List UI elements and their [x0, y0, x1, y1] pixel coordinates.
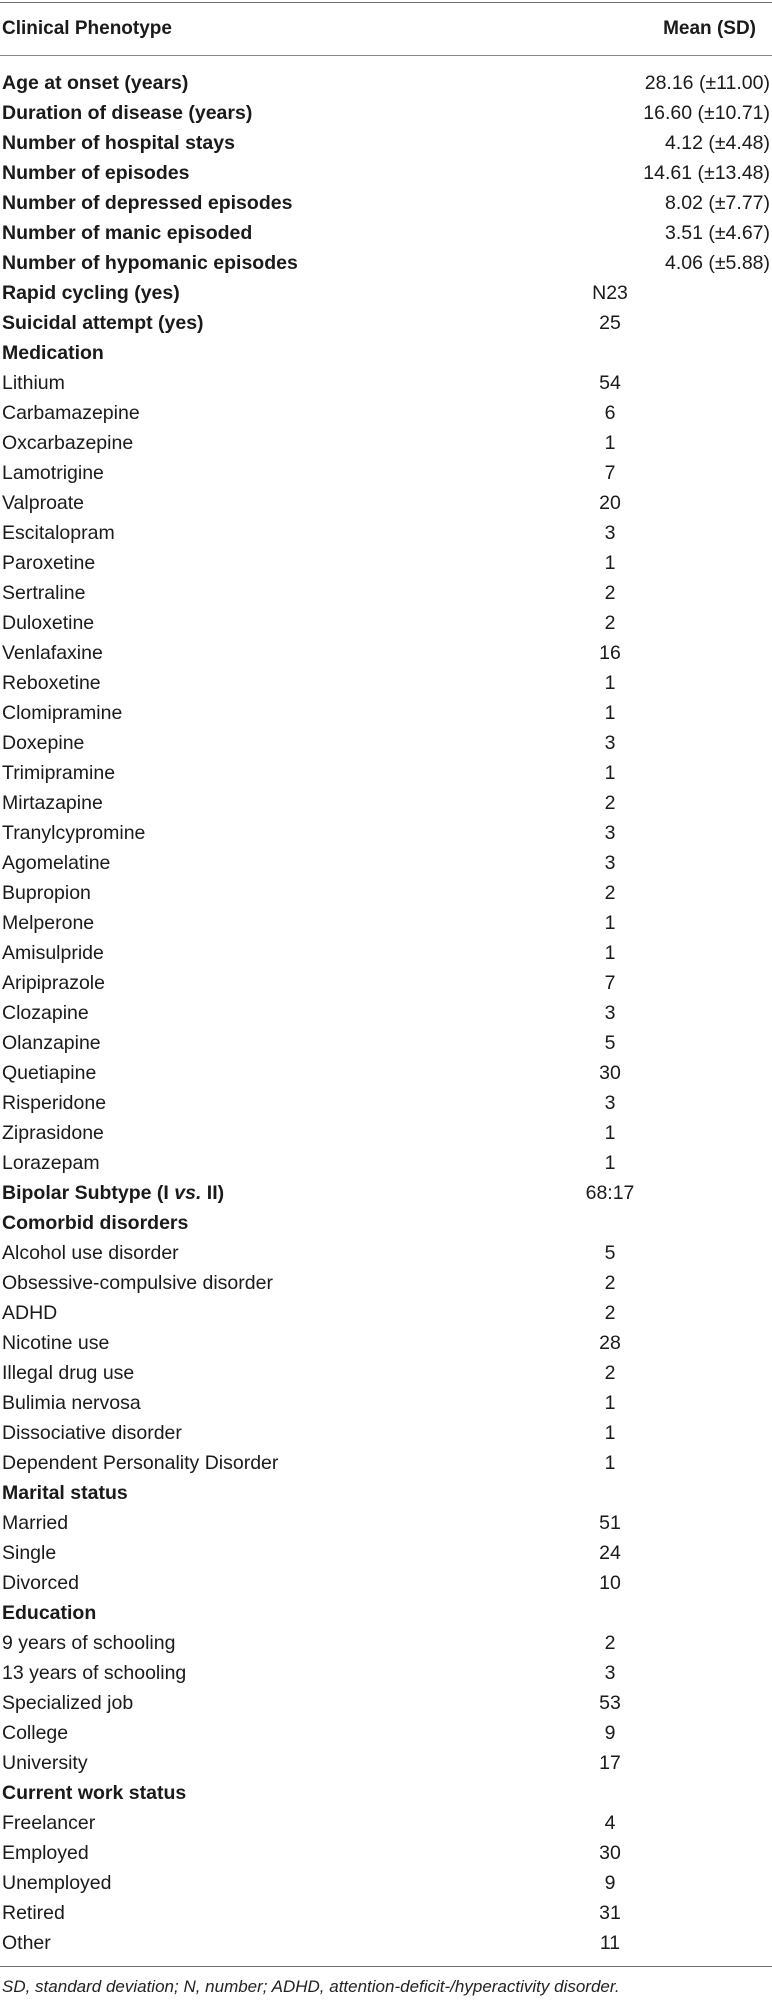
- table-body: [0, 56, 772, 1966]
- row-label: Ziprasidone: [2, 1121, 104, 1144]
- row-label: University: [2, 1751, 88, 1774]
- row-value: 5: [604, 1031, 616, 1054]
- table-row: [0, 728, 772, 758]
- row-value: 10: [599, 1571, 621, 1594]
- row-value: 1: [604, 761, 616, 784]
- row-label: Suicidal attempt (yes): [2, 311, 204, 334]
- table-row: [0, 458, 772, 488]
- table-row: [0, 1148, 772, 1178]
- row-value: 51: [599, 1511, 621, 1534]
- row-value: 2: [604, 791, 616, 814]
- table-row: [0, 1268, 772, 1298]
- row-label: Carbamazepine: [2, 401, 140, 424]
- table-row: [0, 1928, 772, 1958]
- table-row: [0, 1358, 772, 1388]
- row-value: 1: [604, 941, 616, 964]
- row-label: Nicotine use: [2, 1331, 110, 1354]
- row-value: N23: [592, 281, 628, 304]
- row-label: Amisulpride: [2, 941, 104, 964]
- row-value: 1: [604, 1151, 616, 1174]
- table-row: [0, 68, 772, 98]
- row-label: Quetiapine: [2, 1061, 97, 1084]
- row-value: 28.16 (±11.00): [644, 71, 770, 94]
- table-row: [0, 848, 772, 878]
- row-value: 1: [604, 1421, 616, 1444]
- row-label: Bupropion: [2, 881, 91, 904]
- table-row: [0, 1508, 772, 1538]
- row-label: Tranylcypromine: [2, 821, 146, 844]
- table-row: [0, 308, 772, 338]
- row-label: Number of manic episoded: [2, 221, 253, 244]
- table-row: [0, 428, 772, 458]
- table-row: [0, 1538, 772, 1568]
- row-label: Married: [2, 1511, 69, 1534]
- row-value: 3: [604, 731, 616, 754]
- row-value: 24: [599, 1541, 621, 1564]
- row-label: Risperidone: [2, 1091, 107, 1114]
- row-label: Agomelatine: [2, 851, 111, 874]
- table-row: [0, 908, 772, 938]
- row-value: 3: [604, 1001, 616, 1024]
- row-value: 30: [599, 1061, 621, 1084]
- row-value: 3: [604, 1091, 616, 1114]
- row-value: 4: [604, 1811, 616, 1834]
- row-value: 2: [604, 1271, 616, 1294]
- row-value: 5: [604, 1241, 616, 1264]
- row-label: Alcohol use disorder: [2, 1241, 179, 1264]
- row-value: 54: [599, 371, 621, 394]
- row-value: 1: [604, 701, 616, 724]
- row-label: Duration of disease (years): [2, 101, 253, 124]
- row-value: 1: [604, 911, 616, 934]
- table-row: [0, 1058, 772, 1088]
- row-value: 6: [604, 401, 616, 424]
- table-row: [0, 1298, 772, 1328]
- table-footnote: SD, standard deviation; N, number; ADHD, attention-deficit-/hyperactivity disorder.: [2, 1977, 620, 1996]
- table-row: [0, 1388, 772, 1418]
- table-row: [0, 818, 772, 848]
- table-row: [0, 1208, 772, 1238]
- table-row: [0, 1478, 772, 1508]
- row-label: [0, 1182, 500, 1205]
- row-value: 4.12 (±4.48): [664, 131, 770, 154]
- row-value: 2: [604, 1361, 616, 1384]
- table-row: [0, 668, 772, 698]
- table-row: [0, 608, 772, 638]
- row-label: Number of hospital stays: [2, 131, 235, 154]
- table-row: [0, 578, 772, 608]
- table-row: [0, 158, 772, 188]
- table-row: [0, 698, 772, 728]
- row-label: Duloxetine: [2, 611, 95, 634]
- row-label: Lorazepam: [2, 1151, 100, 1174]
- row-value: 68:17: [585, 1181, 635, 1204]
- table-row: [0, 1838, 772, 1868]
- table-row: [0, 248, 772, 278]
- row-label: Dependent Personality Disorder: [2, 1451, 279, 1474]
- row-label: Paroxetine: [2, 551, 96, 574]
- row-label: 9 years of schooling: [2, 1631, 176, 1654]
- row-label: 13 years of schooling: [2, 1661, 187, 1684]
- row-label: Doxepine: [2, 731, 85, 754]
- table-row: [0, 1448, 772, 1478]
- row-label: Number of episodes: [2, 161, 190, 184]
- table-row: [0, 1688, 772, 1718]
- table-row: [0, 1178, 772, 1208]
- row-value: 1: [604, 1121, 616, 1144]
- row-value: 3: [604, 851, 616, 874]
- row-label: Employed: [2, 1841, 89, 1864]
- row-label: Education: [2, 1601, 97, 1624]
- row-label: Valproate: [2, 491, 85, 514]
- row-label: ADHD: [2, 1301, 58, 1324]
- row-value: 9: [604, 1871, 616, 1894]
- table-row: [0, 1328, 772, 1358]
- table-row: [0, 548, 772, 578]
- row-label: College: [2, 1721, 69, 1744]
- row-label: Medication: [2, 341, 104, 364]
- table-row: [0, 338, 772, 368]
- table-row: [0, 638, 772, 668]
- row-label: Trimipramine: [2, 761, 116, 784]
- row-value: 2: [604, 1631, 616, 1654]
- row-label: Marital status: [2, 1481, 128, 1504]
- table-row: [0, 518, 772, 548]
- row-value: 16.60 (±10.71): [643, 101, 770, 124]
- row-label: Current work status: [2, 1781, 187, 1804]
- row-label: Venlafaxine: [2, 641, 103, 664]
- table-row: [0, 1658, 772, 1688]
- row-label: Number of depressed episodes: [2, 191, 293, 214]
- row-value: 31: [599, 1901, 621, 1924]
- clinical-table: [0, 2, 772, 1997]
- row-label-part: Bipolar Subtype (I: [2, 1181, 175, 1204]
- table-row: [0, 1118, 772, 1148]
- table-row: [0, 278, 772, 308]
- header-clinical-phenotype: Clinical Phenotype: [2, 18, 172, 39]
- row-label: Sertraline: [2, 581, 86, 604]
- row-label: Oxcarbazepine: [2, 431, 134, 454]
- table-row: [0, 1748, 772, 1778]
- row-value: 1: [604, 1391, 616, 1414]
- row-label: Illegal drug use: [2, 1361, 135, 1384]
- table-row: [0, 98, 772, 128]
- row-value: 16: [599, 641, 621, 664]
- row-value: 14.61 (±13.48): [643, 161, 770, 184]
- table-row: [0, 1028, 772, 1058]
- table-row: [0, 398, 772, 428]
- row-value: 1: [604, 671, 616, 694]
- table-row: [0, 968, 772, 998]
- row-label: Lamotrigine: [2, 461, 104, 484]
- table-row: [0, 1868, 772, 1898]
- row-value: 20: [599, 491, 621, 514]
- row-label: Age at onset (years): [2, 71, 189, 94]
- row-value: 1: [604, 431, 616, 454]
- row-label: Specialized job: [2, 1691, 134, 1714]
- row-value: 3.51 (±4.67): [664, 221, 770, 244]
- row-label: Freelancer: [2, 1811, 96, 1834]
- table-row: [0, 788, 772, 818]
- row-label: Melperone: [2, 911, 95, 934]
- row-value: 53: [599, 1691, 621, 1714]
- row-value: 2: [604, 611, 616, 634]
- row-label: Clomipramine: [2, 701, 123, 724]
- table-row: [0, 1418, 772, 1448]
- row-label: Comorbid disorders: [2, 1211, 189, 1234]
- row-label: Unemployed: [2, 1871, 112, 1894]
- table-row: [0, 758, 772, 788]
- table-row: [0, 938, 772, 968]
- table-row: [0, 1568, 772, 1598]
- row-label: Lithium: [2, 371, 65, 394]
- row-value: 2: [604, 581, 616, 604]
- header-mean-sd: Mean (SD): [663, 18, 756, 39]
- table-row: [0, 488, 772, 518]
- row-value: 7: [604, 461, 616, 484]
- row-label: Escitalopram: [2, 521, 115, 544]
- row-value: 1: [604, 1451, 616, 1474]
- row-label: Rapid cycling (yes): [2, 281, 180, 304]
- row-value: 30: [599, 1841, 621, 1864]
- row-value: 2: [604, 1301, 616, 1324]
- row-label: Number of hypomanic episodes: [2, 251, 298, 274]
- row-label-part: II): [201, 1181, 225, 1204]
- row-label: Clozapine: [2, 1001, 89, 1024]
- row-value: 28: [599, 1331, 621, 1354]
- table-row: [0, 128, 772, 158]
- table-row: [0, 1628, 772, 1658]
- table-row: [0, 1718, 772, 1748]
- row-label: Obsessive-compulsive disorder: [2, 1271, 273, 1294]
- row-label: Olanzapine: [2, 1031, 101, 1054]
- row-value: 3: [604, 1661, 616, 1684]
- row-label-italic: vs.: [174, 1181, 202, 1204]
- table-row: [0, 218, 772, 248]
- row-value: 17: [599, 1751, 621, 1774]
- row-label: Single: [2, 1541, 57, 1564]
- table-row: [0, 1898, 772, 1928]
- row-value: 3: [604, 521, 616, 544]
- row-label: Dissociative disorder: [2, 1421, 182, 1444]
- row-value: 8.02 (±7.77): [664, 191, 770, 214]
- row-label: Retired: [2, 1901, 65, 1924]
- row-label: Mirtazapine: [2, 791, 103, 814]
- row-value: 9: [604, 1721, 616, 1744]
- table-row: [0, 878, 772, 908]
- row-value: 11: [599, 1931, 621, 1954]
- table-row: [0, 1598, 772, 1628]
- table-row: [0, 1778, 772, 1808]
- table-row: [0, 368, 772, 398]
- row-label: Divorced: [2, 1571, 79, 1594]
- table-row: [0, 998, 772, 1028]
- table-row: [0, 1088, 772, 1118]
- row-value: 1: [604, 551, 616, 574]
- row-label: Reboxetine: [2, 671, 101, 694]
- row-value: 3: [604, 821, 616, 844]
- table-header: [0, 3, 772, 55]
- row-label: Aripiprazole: [2, 971, 105, 994]
- row-label: Other: [2, 1931, 51, 1954]
- row-label: Bulimia nervosa: [2, 1391, 141, 1414]
- row-value: 7: [604, 971, 616, 994]
- table-row: [0, 1808, 772, 1838]
- row-value: 4.06 (±5.88): [664, 251, 770, 274]
- table-row: [0, 1238, 772, 1268]
- table-row: [0, 188, 772, 218]
- row-value: 2: [604, 881, 616, 904]
- row-value: 25: [599, 311, 621, 334]
